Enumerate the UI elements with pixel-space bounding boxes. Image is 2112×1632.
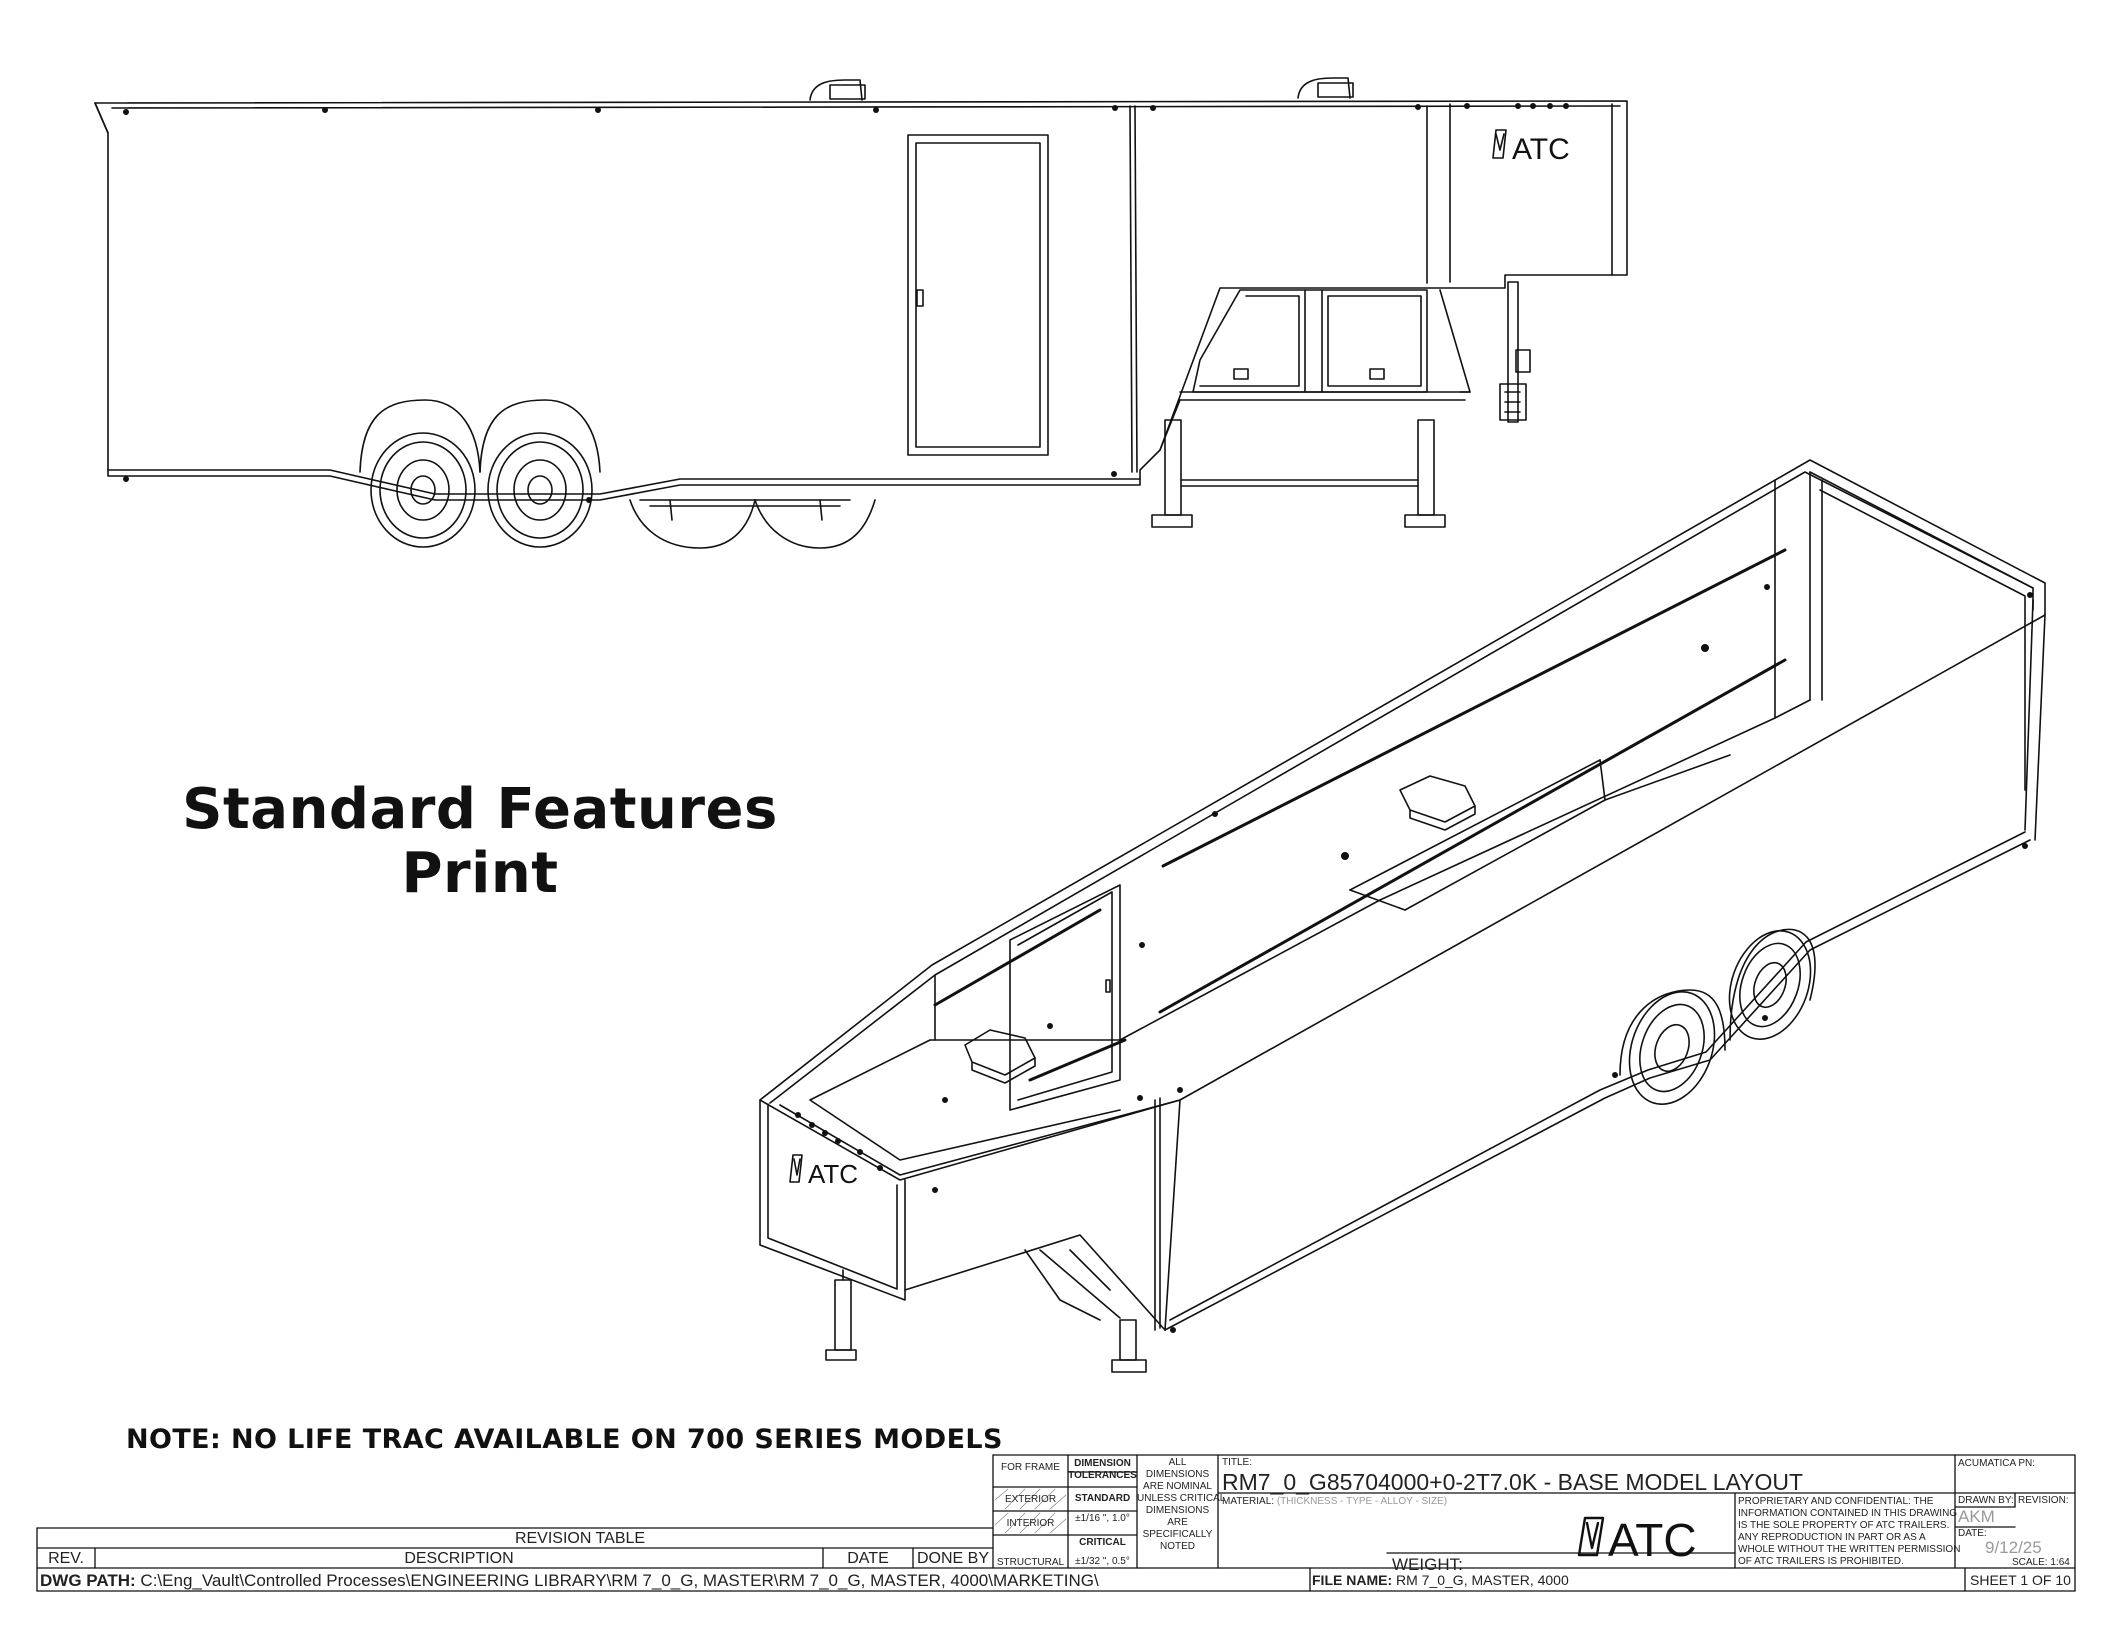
tol-standard-value: ±1/16 ", 1.0°: [1075, 1513, 1130, 1524]
tol-critical-value: ±1/32 ", 0.5°: [1075, 1556, 1130, 1567]
date-label: DATE:: [1958, 1528, 1987, 1539]
roof-vent-icon: [810, 78, 1353, 100]
proprietary-line: OF ATC TRAILERS IS PROHIBITED.: [1738, 1556, 1904, 1567]
side-wheels-rear: [630, 500, 875, 548]
acumatica-label: ACUMATICA PN:: [1958, 1458, 2036, 1469]
material-label: MATERIAL:: [1222, 1496, 1275, 1507]
tol-all-dims: [1137, 1457, 1226, 1553]
landing-jacks-iso: [826, 1270, 1146, 1372]
heading-line1: Standard Features: [182, 777, 778, 842]
rev-col-rev: REV.: [48, 1550, 84, 1567]
proprietary-line: IS THE SOLE PROPERTY OF ATC TRAILERS.: [1738, 1520, 1950, 1531]
interior-door: [1010, 885, 1120, 1110]
scale: SCALE: 1:64: [2012, 1557, 2070, 1568]
proprietary-line: ANY REPRODUCTION IN PART OR AS A: [1738, 1532, 1926, 1543]
side-door: [908, 135, 1048, 455]
dwg-path: [40, 1571, 1099, 1591]
material-value: (THICKNESS - TYPE - ALLOY - SIZE): [1276, 1496, 1448, 1507]
all-dims-line: ARE NOMINAL: [1143, 1481, 1212, 1492]
dwg-path-label: DWG PATH:: [40, 1571, 136, 1590]
proprietary-notice: [1738, 1496, 1960, 1568]
revision-table-title: REVISION TABLE: [514, 1530, 646, 1547]
drawn-by-label: DRAWN BY:: [1958, 1495, 2014, 1506]
title-label: TITLE:: [1222, 1457, 1253, 1468]
tol-critical: CRITICAL: [1079, 1537, 1126, 1548]
tol-row-frame: FOR FRAME: [1001, 1462, 1060, 1473]
sheet-number: SHEET 1 OF 10: [1970, 1572, 2071, 1588]
logo-text-titleblock: ATC: [1608, 1514, 1697, 1566]
all-dims-line: ALL: [1168, 1457, 1187, 1468]
all-dims-line: NOTED: [1160, 1541, 1195, 1552]
rev-col-done-by: DONE BY: [916, 1550, 989, 1567]
roof-vent-icon: [965, 776, 1475, 1083]
proprietary-line: WHOLE WITHOUT THE WRITTEN PERMISSION: [1738, 1544, 1961, 1555]
all-dims-line: ARE: [1167, 1517, 1188, 1528]
drawing-title: RM7_0_G85704000+0-2T7.0K - BASE MODEL LAYOUT: [1222, 1469, 1804, 1495]
all-dims-line: UNLESS CRITICAL: [1137, 1493, 1226, 1504]
drawn-by-value: AKM: [1958, 1507, 1995, 1526]
file-name: [1312, 1572, 1569, 1588]
all-dims-line: DIMENSIONS: [1145, 1469, 1210, 1480]
note-text: NOTE: NO LIFE TRAC AVAILABLE ON 700 SERIES MODELS: [126, 1424, 1003, 1455]
atc-logo-icon: [1493, 130, 1506, 158]
revision-label: REVISION:: [2018, 1495, 2069, 1506]
heading: [160, 778, 800, 906]
weight-label: WEIGHT:: [1392, 1555, 1463, 1574]
proprietary-line: PROPRIETARY AND CONFIDENTIAL: THE: [1738, 1496, 1934, 1507]
tol-row-exterior: EXTERIOR: [1004, 1494, 1057, 1505]
isometric-trailer: [760, 460, 2045, 1372]
heading-line2: Print: [401, 841, 559, 906]
material-row: [1222, 1496, 1447, 1508]
logo-text-iso: ATC: [808, 1159, 859, 1189]
tol-row-structural: STRUCTURAL: [996, 1557, 1065, 1568]
rev-col-description: DESCRIPTION: [404, 1550, 514, 1567]
all-dims-line: SPECIFICALLY: [1142, 1529, 1213, 1540]
rev-col-date: DATE: [847, 1550, 889, 1567]
file-name-value: RM 7_0_G, MASTER, 4000: [1396, 1572, 1569, 1588]
side-wheels-front: [360, 400, 600, 547]
side-view-trailer: [95, 78, 1627, 548]
tol-standard: STANDARD: [1074, 1493, 1131, 1504]
tol-dimension-tolerances: DIMENSION TOLERANCES: [1068, 1458, 1137, 1481]
tol-row-interior: INTERIOR: [1006, 1518, 1055, 1529]
iso-wheels: [1615, 919, 1825, 1116]
file-name-label: FILE NAME:: [1312, 1572, 1393, 1588]
dwg-path-value: C:\Eng_Vault\Controlled Processes\ENGINEERING LIBRARY\RM 7_0_G, MASTER\RM 7_0_G, MASTER, 4000\MARKETING\: [140, 1571, 1099, 1590]
atc-logo-icon: [1579, 1518, 1603, 1555]
proprietary-line: INFORMATION CONTAINED IN THIS DRAWING: [1738, 1508, 1958, 1519]
logo-text-side: ATC: [1512, 133, 1570, 166]
atc-logo-icon: [790, 1155, 802, 1182]
gooseneck-storage: [1160, 290, 1470, 450]
all-dims-line: DIMENSIONS: [1145, 1505, 1210, 1516]
date-value: 9/12/25: [1985, 1538, 2042, 1557]
